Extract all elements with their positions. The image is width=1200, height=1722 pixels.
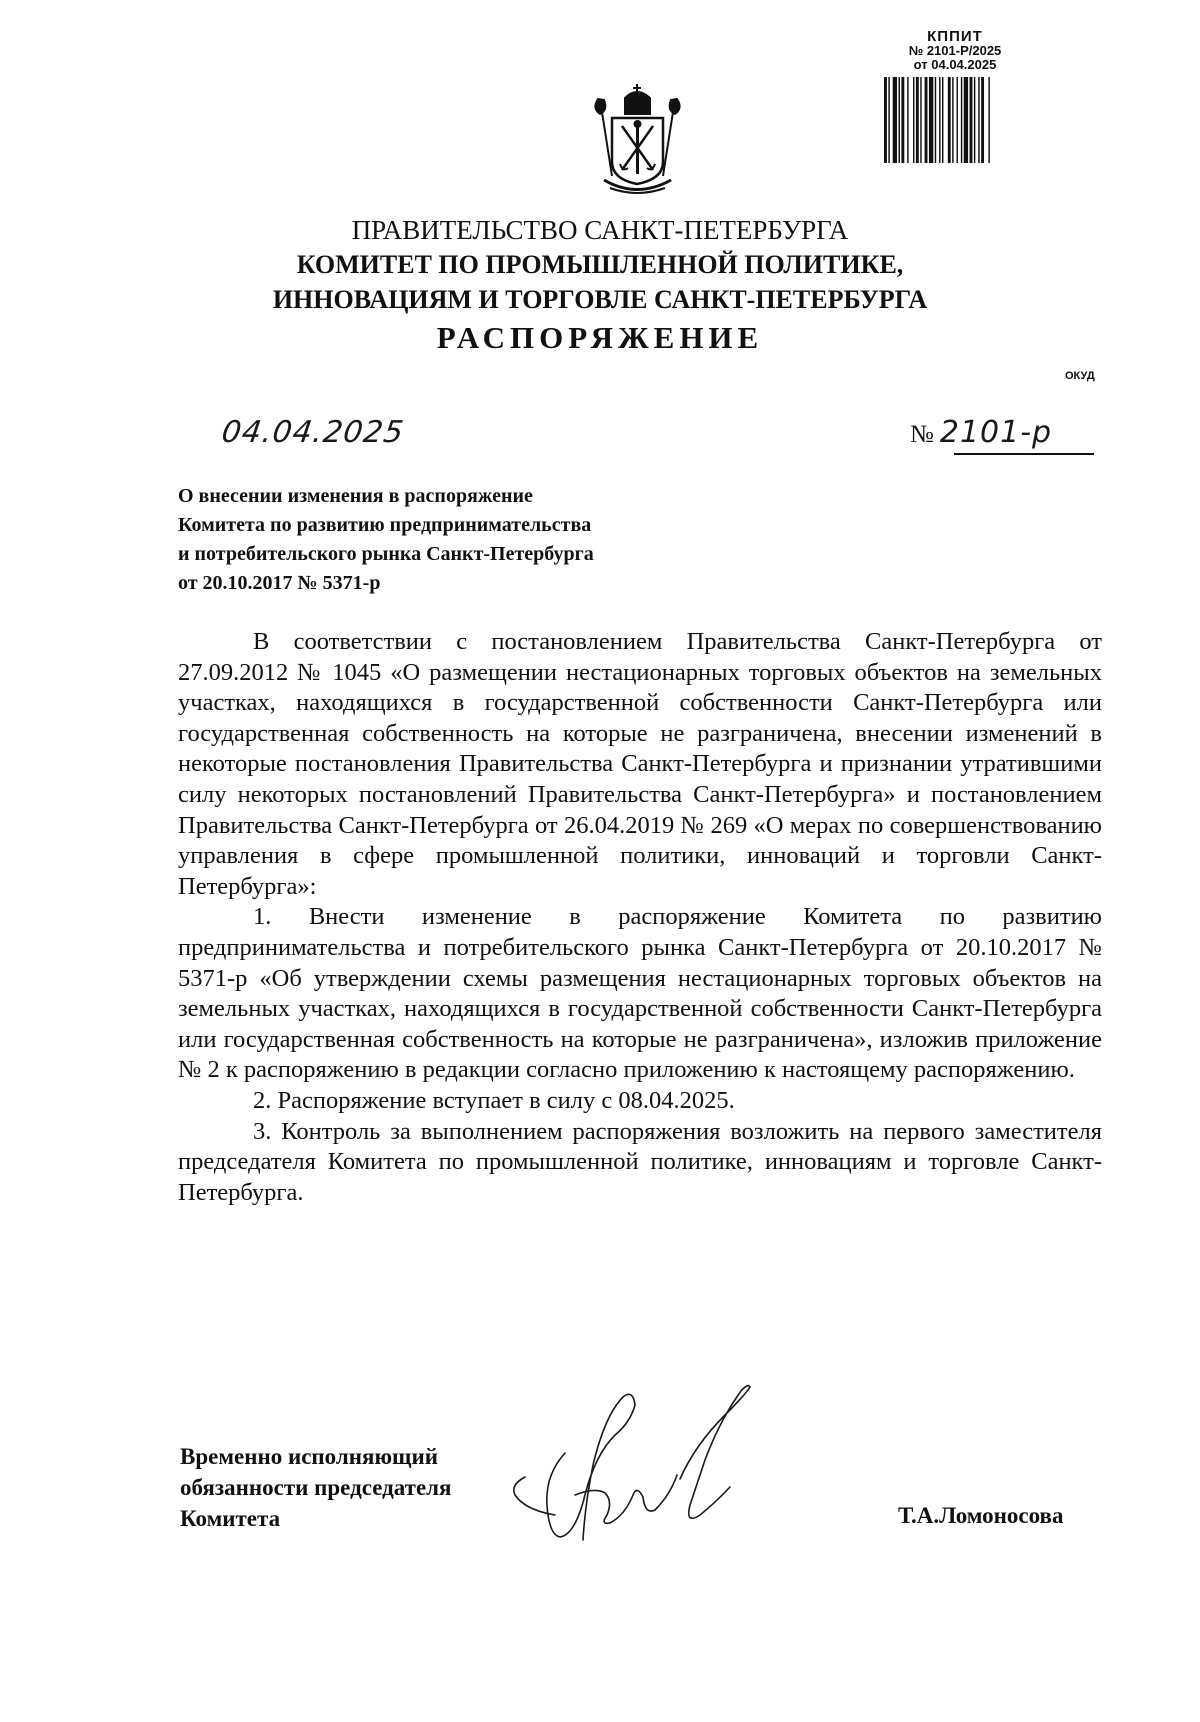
subject-line: О внесении изменения в распоряжение bbox=[178, 485, 533, 507]
document-number-block bbox=[910, 415, 1095, 450]
committee-title-line2: ИННОВАЦИЯМ И ТОРГОВЛЕ САНКТ-ПЕТЕРБУРГА bbox=[272, 285, 928, 314]
subject-line: от 20.10.2017 № 5371-р bbox=[178, 572, 381, 594]
number-sign: № bbox=[910, 421, 934, 448]
handwritten-signature bbox=[505, 1375, 810, 1565]
number-underline bbox=[954, 453, 1094, 455]
barcode-bar bbox=[892, 77, 896, 163]
position-line: Комитета bbox=[180, 1506, 281, 1531]
stamp-number: № 2101-Р/2025 bbox=[908, 43, 1002, 58]
barcode-bar bbox=[969, 77, 972, 163]
coat-of-arms-emblem bbox=[590, 84, 685, 199]
okud-label: ОКУД bbox=[1065, 370, 1095, 382]
government-title: ПРАВИТЕЛЬСТВО САНКТ-ПЕТЕРБУРГА bbox=[351, 215, 849, 245]
barcode bbox=[883, 77, 1028, 163]
position-line: обязанности председателя bbox=[180, 1475, 452, 1500]
barcode-bar bbox=[952, 77, 953, 163]
barcode-bar bbox=[939, 77, 940, 163]
subject-line: Комитета по развитию предпринимательства bbox=[178, 514, 592, 536]
body-item-3: 3. Контроль за выполнением распоряжения возложить на первого заместителя председателя Комитета по промышленной политике, инновациям и торговле Санкт-Петербурга. bbox=[178, 1117, 1102, 1206]
document-body bbox=[178, 627, 1102, 1208]
barcode-bar bbox=[978, 77, 979, 163]
barcode-bar bbox=[913, 77, 914, 163]
barcode-bar bbox=[888, 77, 889, 163]
subject-line: и потребительского рынка Санкт-Петербурга bbox=[178, 543, 594, 565]
registration-stamp bbox=[880, 30, 1030, 168]
barcode-bar bbox=[988, 77, 989, 163]
signatory-position bbox=[180, 1441, 540, 1534]
signatory-name: Т.А.Ломоносова bbox=[898, 1503, 1064, 1528]
barcode-bar bbox=[960, 77, 961, 163]
body-item-1: 1. Внести изменение в распоряжение Комитета по развитию предпринимательства и потребительского рынка Санкт-Петербурга от 20.10.2017 № 5371-р «Об утверждении схемы размещения нестационарных торговых объектов на земельных участках, находящихся в государственной собственности Санкт-Петербурга или государственная собственность на которые не разграничена», изложив приложение № 2 к распоряжению в редакции согласно приложению к настоящему распоряжению. bbox=[178, 903, 1102, 1084]
barcode-bar bbox=[973, 77, 974, 163]
stamp-title: КППИТ bbox=[927, 28, 983, 45]
handwritten-number: 2101-р bbox=[939, 415, 1053, 450]
barcode-bar bbox=[928, 77, 932, 163]
barcode-bar bbox=[915, 77, 918, 163]
barcode-bar bbox=[981, 77, 984, 163]
document-type-title: РАСПОРЯЖЕНИЕ bbox=[436, 320, 764, 355]
barcode-bar bbox=[942, 77, 943, 163]
barcode-bar bbox=[934, 77, 935, 163]
stamp-date: от 04.04.2025 bbox=[913, 57, 997, 72]
barcode-bar bbox=[956, 77, 957, 163]
barcode-bar bbox=[898, 77, 899, 163]
document-subject bbox=[178, 482, 698, 598]
body-item-2: 2. Распоряжение вступает в силу с 08.04.2025. bbox=[253, 1086, 735, 1114]
barcode-bar bbox=[947, 77, 950, 163]
position-line: Временно исполняющий bbox=[180, 1444, 438, 1469]
barcode-bar bbox=[963, 77, 967, 163]
barcode-bar bbox=[920, 77, 921, 163]
barcode-bar bbox=[924, 77, 927, 163]
handwritten-date: 04.04.2025 bbox=[219, 415, 407, 450]
committee-title-line1: КОМИТЕТ ПО ПРОМЫШЛЕННОЙ ПОЛИТИКЕ, bbox=[296, 250, 904, 279]
body-preamble: В соответствии с постановлением Правительства Санкт-Петербурга от 27.09.2012 № 1045 «О размещении нестационарных торговых объектов на земельных участках, находящихся в государственной собственности Санкт-Петербурга или государственная собственность на которые не разграничена, внесении изменений в некоторые постановления Правительства Санкт-Петербурга и признании утратившими силу некоторых постановлений Правительства Санкт-Петербурга» и постановлением Правительства Санкт-Петербурга от 26.04.2019 № 269 «О мерах по совершенствованию управления в сфере промышленной политики, инноваций и торговли Санкт-Петербурга»: bbox=[178, 628, 1102, 900]
barcode-bar bbox=[884, 77, 887, 163]
barcode-bar bbox=[901, 77, 904, 163]
barcode-bar bbox=[907, 77, 908, 163]
